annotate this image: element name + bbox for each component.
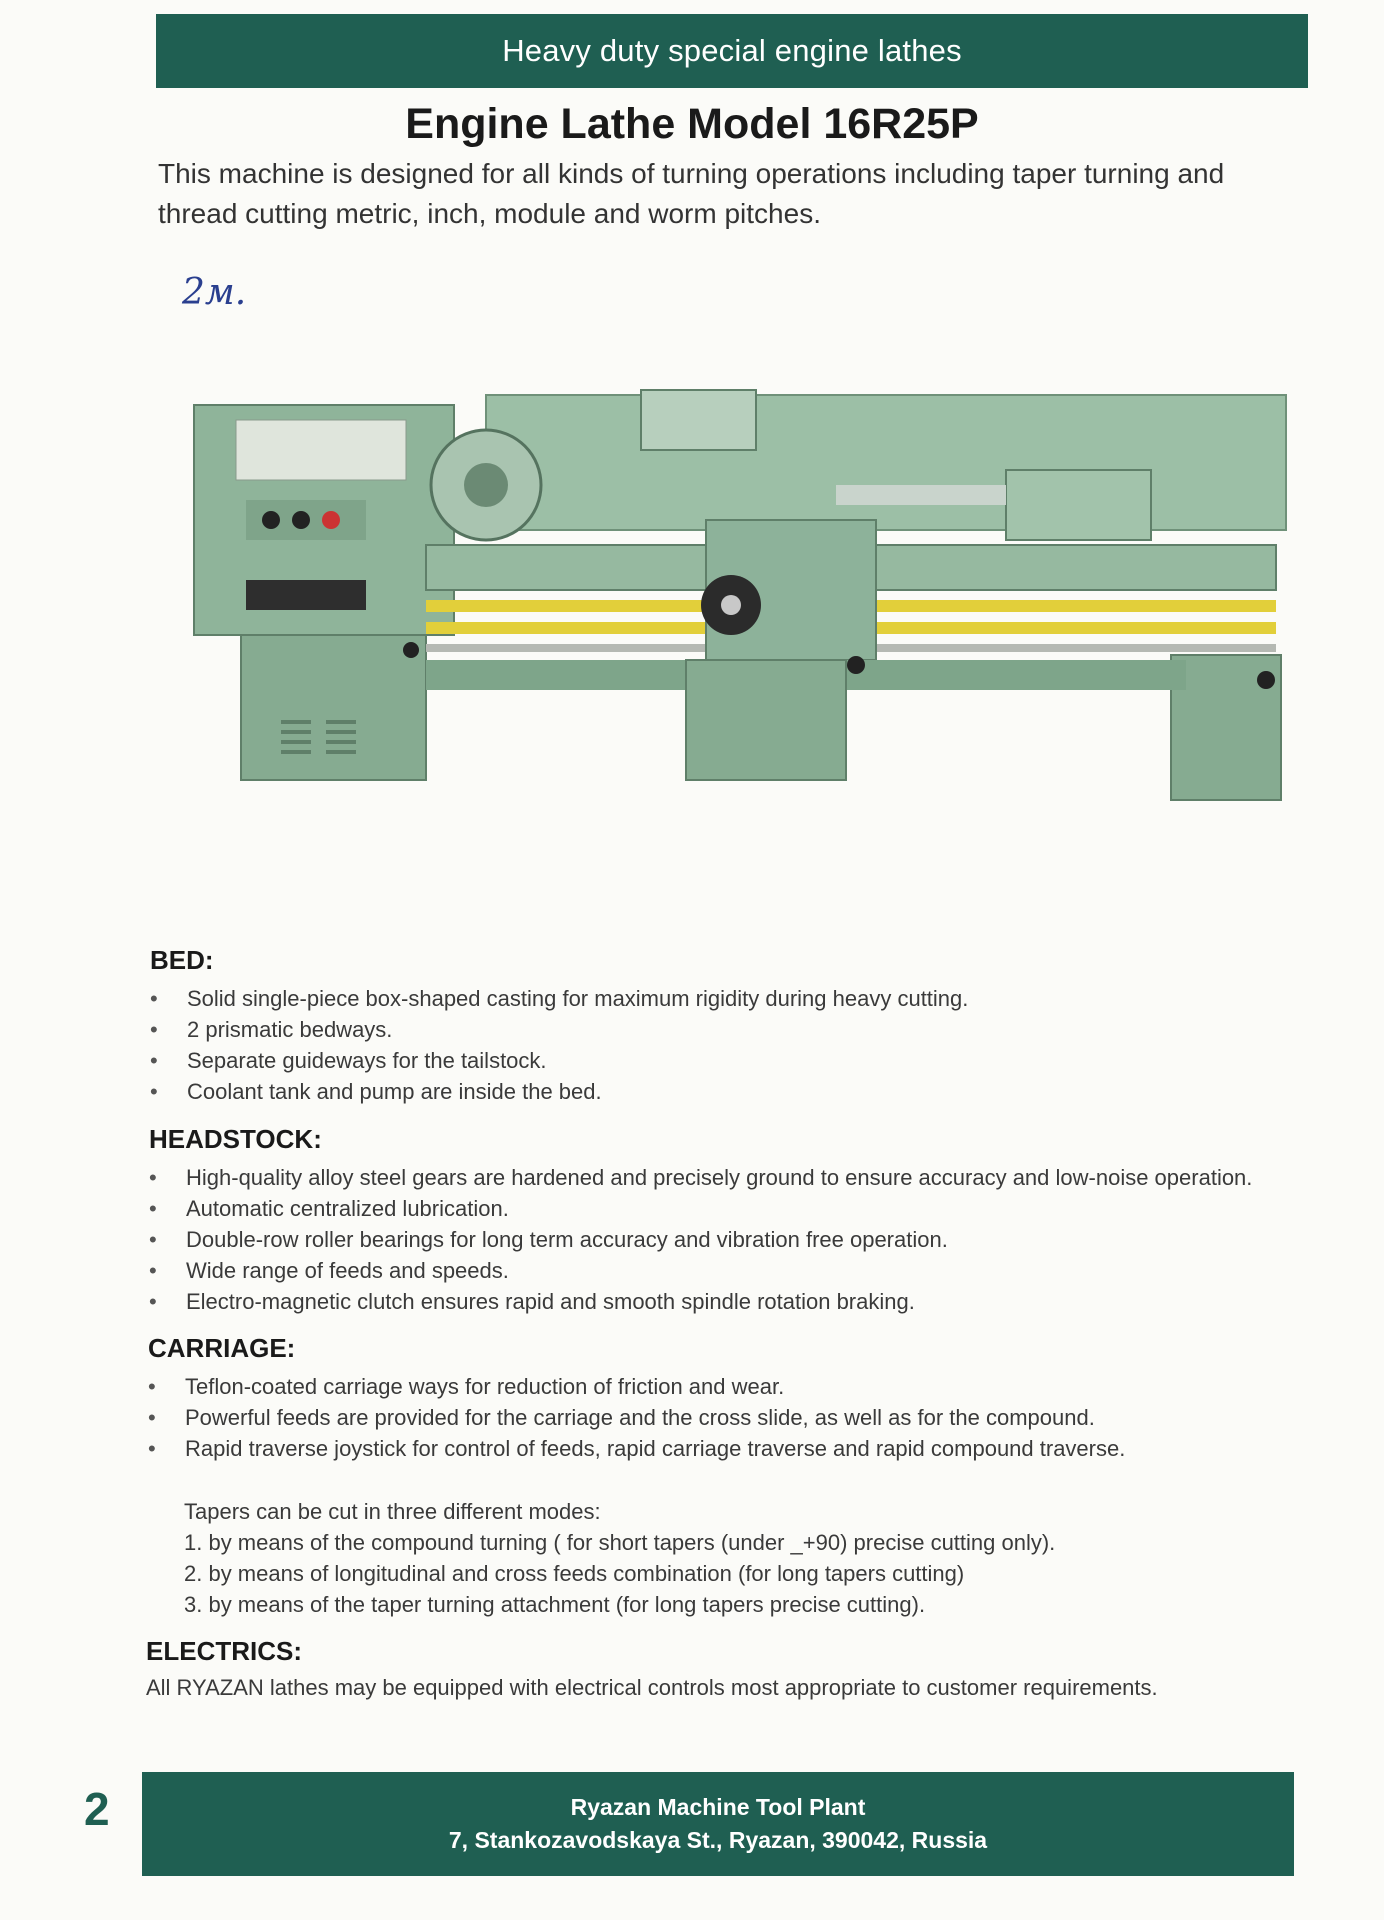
- tapers-block: [184, 1496, 1055, 1620]
- list-item: • Wide range of feeds and speeds.: [149, 1255, 1252, 1286]
- splash-guard: [486, 395, 1286, 530]
- intro-paragraph: This machine is designed for all kinds of turning operations including taper turning and thread cutting metric, inch, module and worm pitches.: [158, 158, 1225, 229]
- list-item: • Electro-magnetic clutch ensures rapid and smooth spindle rotation braking.: [149, 1286, 1252, 1317]
- headstock-panel: [236, 420, 406, 480]
- electrics-text: All RYAZAN lathes may be equipped with electrical controls most appropriate to customer requirements.: [146, 1675, 1158, 1700]
- bed-heading: BED:: [150, 945, 214, 975]
- list-item: • Rapid traverse joystick for control of feeds, rapid carriage traverse and rapid compound traverse.: [148, 1433, 1125, 1464]
- footer-address: 7, Stankozavodskaya St., Ryazan, 390042, Russia: [448, 1827, 988, 1853]
- list-item: • Coolant tank and pump are inside the bed.: [150, 1076, 968, 1107]
- list-item: • Automatic centralized lubrication.: [149, 1193, 1252, 1224]
- page-title: Engine Lathe Model 16R25P: [405, 100, 979, 148]
- list-item: 1. by means of the compound turning ( for short tapers (under _+90) precise cutting only).: [184, 1530, 1056, 1555]
- page-number: 2: [84, 1783, 110, 1835]
- list-item: 2. by means of longitudinal and cross feeds combination (for long tapers cutting): [184, 1561, 965, 1586]
- list-item: 3. by means of the taper turning attachment (for long tapers precise cutting).: [184, 1592, 926, 1617]
- gearbox-panel: [246, 580, 366, 610]
- headstock-stand: [241, 635, 426, 780]
- middle-leg: [686, 660, 846, 780]
- carriage-heading: CARRIAGE:: [148, 1333, 296, 1363]
- list-item: • Solid single-piece box-shaped casting for maximum rigidity during heavy cutting.: [150, 983, 968, 1014]
- chip-shield: [641, 390, 756, 450]
- handwritten-note: 2м.: [182, 272, 247, 313]
- tapers-intro: Tapers can be cut in three different modes:: [184, 1499, 601, 1524]
- lathe-photo: [186, 360, 1296, 860]
- list-item: • Powerful feeds are provided for the carriage and the cross slide, as well as for the compound.: [148, 1402, 1125, 1433]
- list-item: • Separate guideways for the tailstock.: [150, 1045, 968, 1076]
- list-item: • High-quality alloy steel gears are hardened and precisely ground to ensure accuracy and low-noise operation.: [149, 1162, 1252, 1193]
- headstock-heading: HEADSTOCK:: [149, 1124, 322, 1154]
- list-item: • 2 prismatic bedways.: [150, 1014, 968, 1045]
- tailstock: [1006, 470, 1151, 540]
- footer-company: Ryazan Machine Tool Plant: [570, 1794, 866, 1820]
- header-band-text: Heavy duty special engine lathes: [502, 33, 962, 68]
- electrics-heading: ELECTRICS:: [146, 1636, 302, 1666]
- list-item: • Teflon-coated carriage ways for reduction of friction and wear.: [148, 1371, 1125, 1402]
- bed-list: [150, 983, 968, 1107]
- header-band: [156, 14, 1308, 88]
- footer-band: [142, 1772, 1294, 1876]
- tapers-modes-list: [184, 1527, 1055, 1620]
- list-item: • Double-row roller bearings for long term accuracy and vibration free operation.: [149, 1224, 1252, 1255]
- carriage-list: [148, 1371, 1125, 1464]
- headstock-list: [149, 1162, 1252, 1317]
